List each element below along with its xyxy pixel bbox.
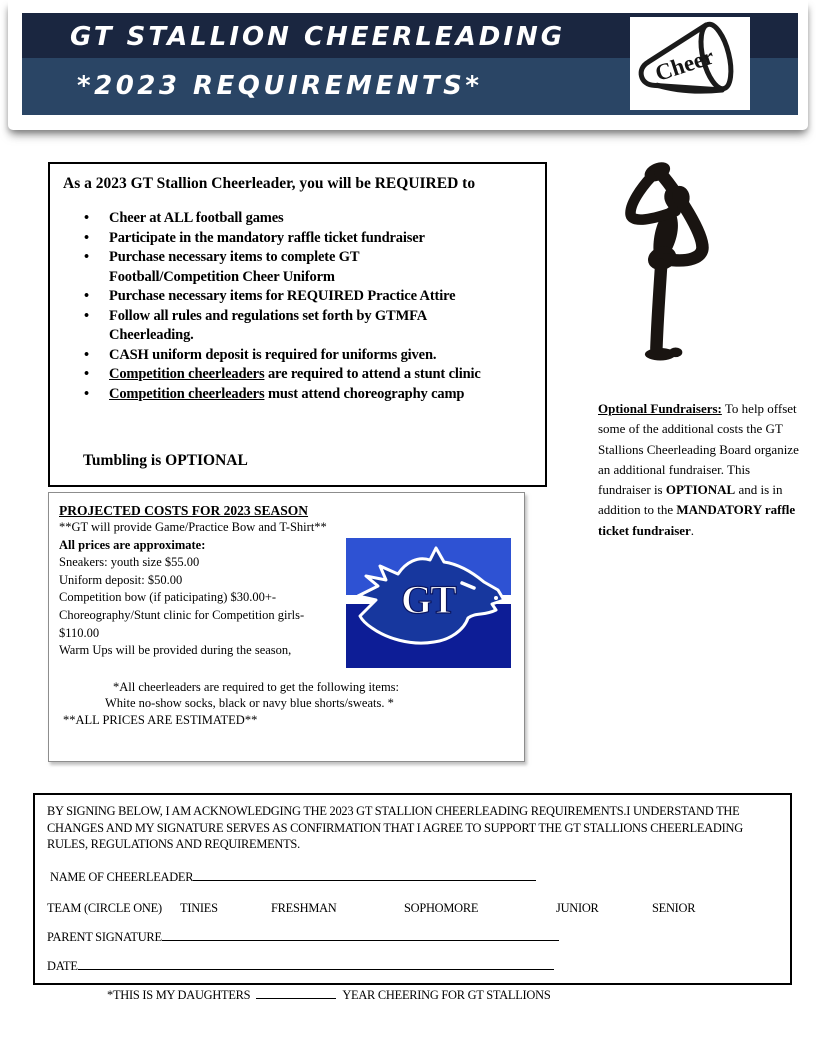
costs-note: **ALL PRICES ARE ESTIMATED** (63, 712, 258, 727)
signature-box (33, 793, 792, 1002)
acknowledgement-line: RULES, REGULATIONS AND REQUIREMENTS. (47, 837, 300, 852)
tumbling-note: Tumbling is OPTIONAL (83, 452, 248, 469)
requirements-box (48, 162, 547, 487)
costs-line: $110.00 (59, 625, 100, 640)
date-row (47, 957, 790, 974)
name-blank-line (193, 868, 536, 881)
megaphone-clipart (630, 17, 750, 110)
requirement-item: • Competition cheerleaders must attend choreography camp (50, 385, 545, 405)
parent-signature-row (47, 928, 790, 945)
team-option-junior: JUNIOR (556, 900, 599, 915)
costs-line: Competition bow (if paticipating) $30.00+- (59, 590, 277, 605)
costs-title: PROJECTED COSTS FOR 2023 SEASON (59, 503, 309, 518)
bullet-icon: • (84, 249, 89, 265)
dancer-silhouette-icon (618, 156, 714, 372)
footer-pre: *THIS IS MY DAUGHTERS (107, 987, 251, 1002)
year-blank-line (256, 986, 336, 999)
team-option-sophomore: SOPHOMORE (404, 900, 479, 915)
name-row (47, 868, 790, 885)
logo-gt-text: GT (401, 577, 455, 622)
bullet-icon: • (84, 385, 89, 402)
megaphone-icon (630, 17, 750, 110)
date-label: DATE (47, 958, 78, 973)
team-label: TEAM (CIRCLE ONE) (47, 900, 162, 915)
cheerleader-silhouette (618, 156, 714, 377)
team-row (47, 901, 790, 917)
projected-costs-box (48, 492, 525, 762)
acknowledgement-line: BY SIGNING BELOW, I AM ACKNOWLEDGING THE 2023 GT STALLION CHEERLEADING REQUIREMENTS.I UNDERSTAND THE (47, 804, 740, 818)
footer-post: YEAR CHEERING FOR GT STALLIONS (342, 987, 551, 1002)
bullet-icon: • (84, 288, 89, 304)
bullet-icon: • (84, 346, 89, 363)
requirement-item: • Purchase necessary items for REQUIRED Practice Attire (50, 287, 545, 307)
page-title: GT STALLION CHEERLEADING (70, 22, 566, 52)
costs-note: White no-show socks, black or navy blue shorts/sweats. * (105, 695, 394, 710)
costs-line: Sneakers: youth size $55.00 (59, 555, 200, 570)
horse-logo-icon (346, 538, 511, 668)
requirements-intro: As a 2023 GT Stallion Cheerleader, you will be REQUIRED to (63, 175, 476, 192)
footer-row (47, 986, 790, 1003)
name-label: NAME OF CHEERLEADER (50, 869, 194, 884)
costs-line: **GT will provide Game/Practice Bow and T-Shirt** (59, 520, 327, 534)
requirement-item: • Competition cheerleaders are required to attend a stunt clinic (50, 365, 545, 385)
team-option-senior: SENIOR (652, 900, 696, 915)
fundraiser-note: Optional Fundraisers: To help offset some of the additional costs the GT Stallions Cheerleading Board organize an additional fundraiser. This fundraiser is OPTIONAL and is in addition to the MANDATORY raffle ticket fundraiser. (598, 401, 799, 538)
parent-signature-blank-line (162, 928, 559, 941)
bullet-icon: • (84, 307, 89, 324)
megaphone-label: Cheer (652, 43, 717, 86)
team-option-freshman: FRESHMAN (271, 900, 337, 915)
costs-line: Uniform deposit: $50.00 (59, 572, 183, 587)
header-banner-card (8, 0, 808, 130)
page-subtitle: *2023 REQUIREMENTS* (77, 71, 483, 101)
gt-stallions-logo (346, 538, 511, 668)
costs-line: Choreography/Stunt clinic for Competition girls- (59, 607, 305, 622)
parent-signature-label: PARENT SIGNATURE (47, 929, 162, 944)
acknowledgement-line: CHANGES AND MY SIGNATURE SERVES AS CONFIRMATION THAT I AGREE TO SUPPORT THE GT STALLIONS CHEERLEADING (47, 820, 743, 835)
fundraiser-heading: Optional Fundraisers: (598, 401, 722, 416)
requirement-item: • Follow all rules and regulations set forth by GTMFA Cheerleading. (84, 307, 428, 343)
costs-note: *All cheerleaders are required to get the following items: (113, 679, 400, 694)
requirements-list (50, 209, 545, 404)
bullet-icon: • (84, 229, 89, 246)
requirement-item: • Cheer at ALL football games (50, 209, 545, 229)
team-option-tinies: TINIES (180, 900, 218, 915)
header-banner (22, 13, 798, 115)
costs-line: All prices are approximate: (59, 537, 206, 552)
requirement-item: • CASH uniform deposit is required for uniforms given. (50, 346, 545, 366)
requirement-item: • Purchase necessary items to complete GT Football/Competition Cheer Uniform (84, 249, 360, 285)
bullet-icon: • (84, 210, 89, 226)
date-blank-line (78, 957, 554, 970)
bullet-icon: • (84, 366, 89, 382)
requirement-item: • Participate in the mandatory raffle ticket fundraiser (50, 229, 545, 249)
costs-line: Warm Ups will be provided during the season, (59, 643, 292, 658)
